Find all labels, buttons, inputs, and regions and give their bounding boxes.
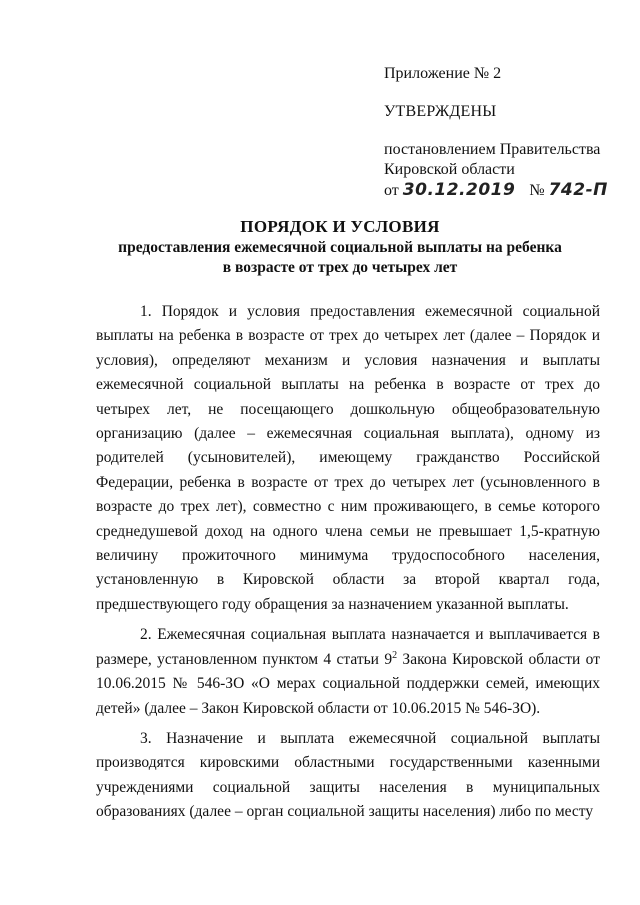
decree-line-1: постановлением Правительства bbox=[384, 141, 601, 158]
handwritten-number: 742-П bbox=[548, 180, 608, 200]
title-subtitle-line-2: в возрасте от трех до четырех лет bbox=[222, 259, 458, 276]
approved-label: УТВЕРЖДЕНЫ bbox=[384, 103, 497, 120]
number-prefix: № bbox=[529, 182, 545, 199]
date-prefix: от bbox=[384, 182, 399, 199]
paragraph-1: 1. Порядок и условия предоставления ежемесячной социальной выплаты на ребенка в возрасте от трех до четырех лет (далее – Порядок и условия), определяют механизм и условия назначения и выплаты ежемесячной социальной выплаты на ребенка в возрасте от трех до четырех лет, не посещающего дошкольную общеобразовательную организацию (далее – ежемесячная социальная выплата), одному из родителей (усыновителей), имеющему гражданство Российской Федерации, ребенка в возрасте от трех до четырех лет (усыновленного в возрасте до трех лет), совместно с ним проживающего, в семье которого среднедушевой доход на одного члена семьи не превышает 1,5-кратную величину прожиточного минимума трудоспособного населения, установленную в Кировской области за второй квартал года, предшествующего году обращения за назначением указанной выплаты. bbox=[96, 303, 600, 613]
decree-line-2: Кировской области bbox=[384, 161, 515, 178]
approval-block bbox=[384, 64, 624, 201]
paragraph-2-text-start: 2. Ежемесячная социальная выплата назначается и выплачивается в размере, установленном пунктом 4 статьи 9 bbox=[96, 626, 600, 668]
paragraph-2-text-end: Закона Кировской области от 10.06.2015 № 546-ЗО «О мерах социальной поддержки семей, имеющих детей» (далее – Закон Кировской области от 10.06.2015 № 546-ЗО). bbox=[96, 650, 600, 717]
document-body bbox=[96, 300, 600, 831]
appendix-label: Приложение № 2 bbox=[384, 65, 502, 82]
paragraph-3: 3. Назначение и выплата ежемесячной социальной выплаты производятся кировскими областными государственными казенными учреждениями социальной защиты населения в муниципальных образованиях (далее – орган социальной защиты населения) либо по месту bbox=[96, 729, 600, 821]
handwritten-date: 30.12.2019 bbox=[402, 180, 516, 200]
decree-date-number-row bbox=[384, 180, 624, 201]
article-superscript: 2 bbox=[392, 649, 398, 661]
document-title bbox=[60, 216, 620, 278]
paragraph-2 bbox=[96, 623, 600, 721]
title-main: ПОРЯДОК И УСЛОВИЯ bbox=[240, 217, 440, 236]
title-subtitle-line-1: предоставления ежемесячной социальной выплаты на ребенка bbox=[118, 239, 562, 256]
